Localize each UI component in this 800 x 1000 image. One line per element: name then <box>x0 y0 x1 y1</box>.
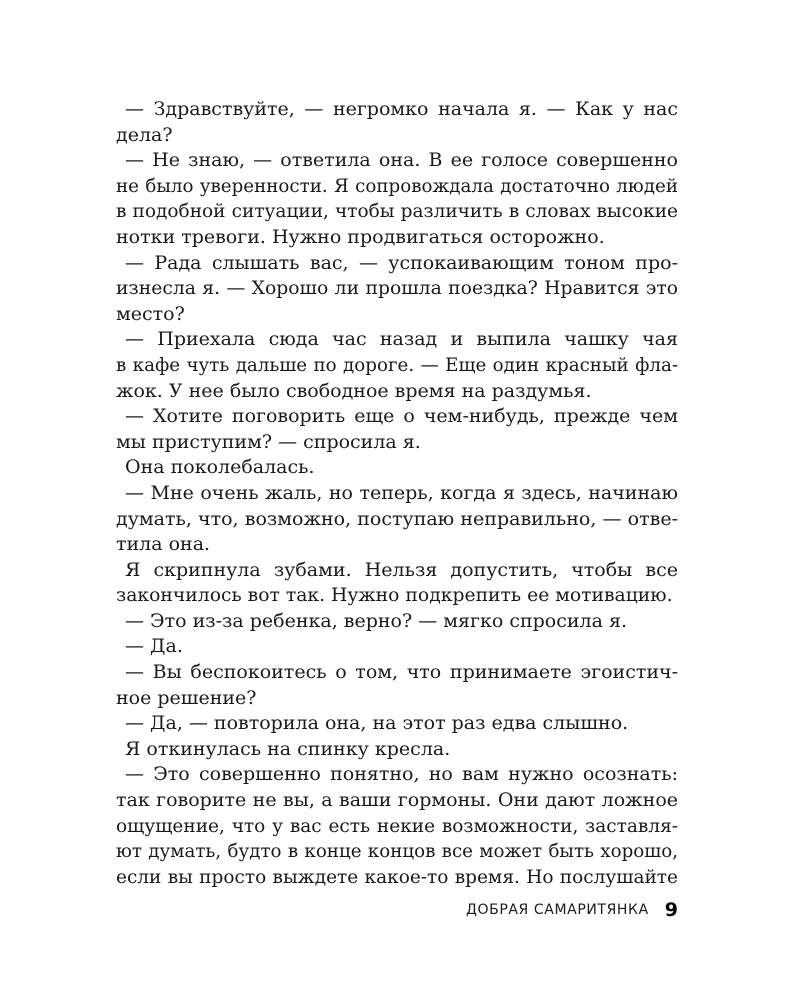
text-line: Я откинулась на спинку кресла. <box>125 737 451 760</box>
text-line: в кафе чуть дальше по дороге. — Еще один красный фла- <box>116 354 678 376</box>
text-line: так говорите не вы, а ваши гормоны. Они дают ложное <box>116 789 678 812</box>
text-line: мы приступим? — спросила я. <box>116 430 421 453</box>
text-line: дела? <box>116 123 173 146</box>
text-line: в подобной ситуации, чтобы различить в словах высокие <box>116 201 678 223</box>
text-line: — Да. <box>125 635 183 658</box>
text-line: ное решение? <box>116 686 257 709</box>
body-text <box>116 97 678 890</box>
text-line: место? <box>116 302 185 325</box>
text-line: — Здравствуйте, — негромко начала я. — Как у нас <box>125 98 678 120</box>
text-line: — Это из-за ребенка, верно? — мягко спросила я. <box>125 609 627 632</box>
text-line: — Не знаю, — ответила она. В ее голосе совершенно <box>125 149 678 172</box>
text-line: ощущение, что у вас есть некие возможности, заставля- <box>116 815 678 837</box>
text-line: — Мне очень жаль, но теперь, когда я здесь, начинаю <box>125 481 678 504</box>
text-line: изнесла я. — Хорошо ли прошла поездка? Нравится это <box>116 278 678 300</box>
text-line: не было уверенности. Я сопровождала достаточно людей <box>116 175 678 197</box>
page-footer <box>466 898 678 922</box>
page-number: 9 <box>664 899 678 921</box>
text-line: жок. У нее было свободное время на раздумья. <box>116 379 592 402</box>
text-line: — Приехала сюда час назад и выпила чашку чая <box>125 328 678 351</box>
text-line: — Это совершенно понятно, но вам нужно осознать: <box>125 763 678 786</box>
text-line: — Рада слышать вас, — успокаивающим тоном про- <box>125 251 678 274</box>
text-line: Она поколебалась. <box>125 456 315 479</box>
text-line: тила она. <box>116 533 211 556</box>
text-line: — Хотите поговорить еще о чем-нибудь, прежде чем <box>125 405 678 428</box>
text-line: — Да, — повторила она, на этот раз едва слышно. <box>125 712 629 735</box>
text-line: думать, что, возможно, поступаю неправильно, — отве- <box>116 507 678 530</box>
running-title: ДОБРАЯ САМАРИТЯНКА <box>465 902 649 918</box>
text-line: закончилось вот так. Нужно подкрепить ее мотивацию. <box>116 585 673 607</box>
text-line: ют думать, будто в конце концов все может быть хорошо, <box>116 841 678 863</box>
text-line: Я скрипнула зубами. Нельзя допустить, чтобы все <box>125 558 678 581</box>
text-line: нотки тревоги. Нужно продвигаться осторожно. <box>116 225 605 248</box>
text-line: — Вы беспокоитесь о том, что принимаете эгоистич- <box>125 661 678 684</box>
text-line: если вы просто выждете какое-то время. Но послушайте <box>116 866 678 888</box>
